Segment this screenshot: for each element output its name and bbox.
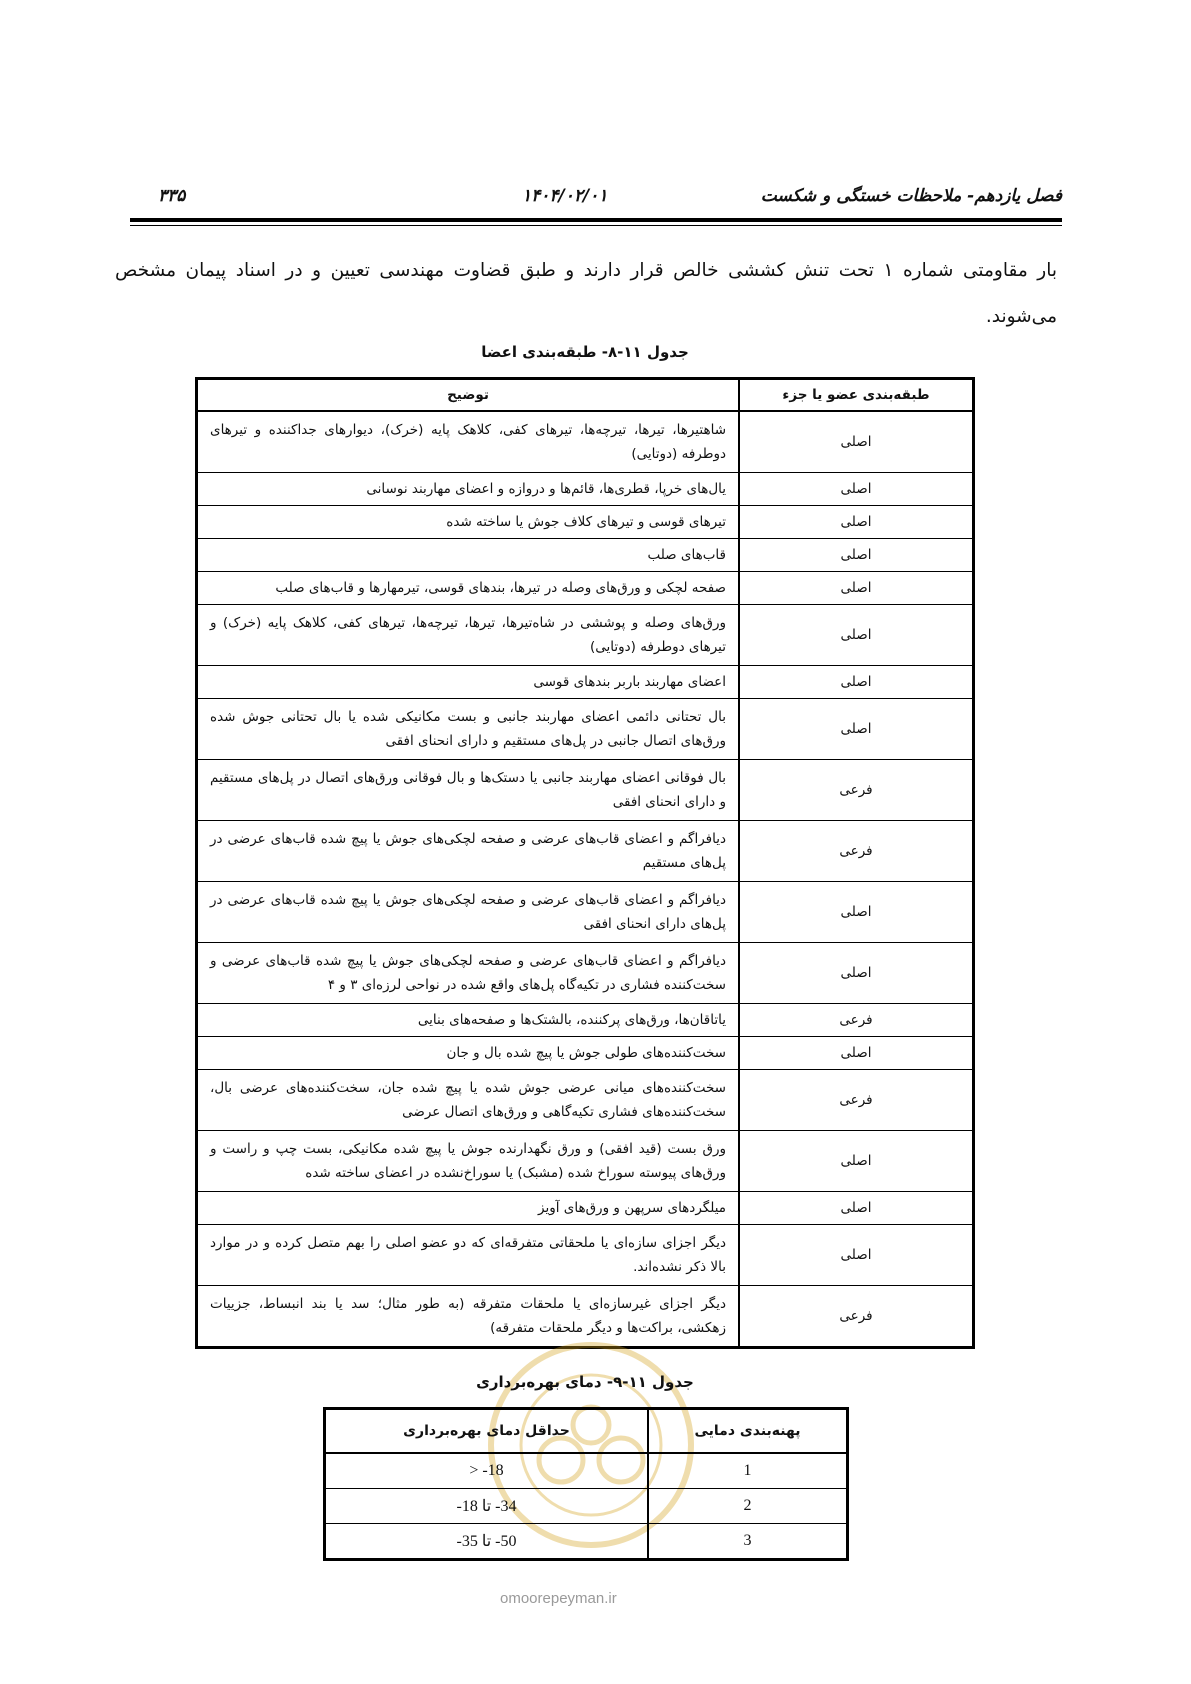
table-row (325, 1524, 848, 1560)
table-row (197, 473, 974, 506)
zone-cell: 1 (648, 1453, 848, 1489)
table-row (197, 572, 974, 605)
classification-cell: فرعی (739, 821, 974, 882)
member-classification-table (195, 377, 975, 1349)
classification-cell: اصلی (739, 506, 974, 539)
description-cell: دیافراگم و اعضای قاب‌های عرضی و صفحه لچکی‌های جوش یا پیچ شده قاب‌های عرضی در پل‌های مستقیم (197, 821, 740, 882)
description-cell: میلگردهای سرپهن و ورق‌های آویز (197, 1192, 740, 1225)
chapter-title: فصل یازدهم- ملاحظات خستگی و شکست (760, 186, 1062, 206)
classification-cell: فرعی (739, 1004, 974, 1037)
classification-cell: فرعی (739, 1070, 974, 1131)
classification-cell: اصلی (739, 1225, 974, 1286)
watermark-url: omoorepeyman.ir (500, 1590, 617, 1607)
table-row (197, 539, 974, 572)
table-row (197, 411, 974, 473)
description-cell: صفحه لچکی و ورق‌های وصله در تیرها، بندهای قوسی، تیرمهارها و قاب‌های صلب (197, 572, 740, 605)
description-cell: بال تحتانی دائمی اعضای مهاربند جانبی و بست مکانیکی شده یا بال تحتانی جوش شده ورق‌های اتصال جانبی در پل‌های مستقیم و دارای انحنای افقی (197, 699, 740, 760)
table-row (197, 1192, 974, 1225)
table-row (197, 666, 974, 699)
table-row (197, 1131, 974, 1192)
table-row (197, 699, 974, 760)
classification-cell: اصلی (739, 666, 974, 699)
description-cell: قاب‌های صلب (197, 539, 740, 572)
table-row (197, 1004, 974, 1037)
page-number: ۳۳۵ (158, 186, 186, 206)
description-cell: سخت‌کننده‌های طولی جوش یا پیچ شده بال و جان (197, 1037, 740, 1070)
table-row (325, 1453, 848, 1489)
description-cell: اعضای مهاربند باربر بندهای قوسی (197, 666, 740, 699)
description-cell: شاهتیرها، تیرها، تیرچه‌ها، تیرهای کفی، کلاهک پایه (خرک)، دیوارهای جداکننده و تیرهای دوطرفه (دوتایی) (197, 411, 740, 473)
temperature-cell: 18- < (325, 1453, 649, 1489)
table-row (197, 1070, 974, 1131)
description-cell: بال فوقانی اعضای مهاربند جانبی یا دستک‌ها و بال فوقانی ورق‌های اتصال در پل‌های مستقیم و دارای انحنای افقی (197, 760, 740, 821)
table-row (197, 760, 974, 821)
classification-cell: اصلی (739, 699, 974, 760)
classification-cell: اصلی (739, 411, 974, 473)
classification-cell: اصلی (739, 572, 974, 605)
operating-temperature-table (323, 1407, 849, 1561)
classification-cell: اصلی (739, 1192, 974, 1225)
table-row (197, 605, 974, 666)
classification-cell: اصلی (739, 539, 974, 572)
temperature-cell: 34- تا 18- (325, 1489, 649, 1524)
zone-cell: 2 (648, 1489, 848, 1524)
classification-cell: اصلی (739, 605, 974, 666)
table2-caption: جدول ۱۱-۹- دمای بهره‌برداری (476, 1373, 694, 1391)
description-cell: ورق بست (قید افقی) و ورق نگهدارنده جوش یا پیچ شده مکانیکی، بست چپ و راست و ورق‌های پیوسته سوراخ شده (مشبک) یا سوراخ‌نشده در اعضای ساخته شده (197, 1131, 740, 1192)
column-header-description: توضیح (197, 379, 740, 412)
classification-cell: فرعی (739, 760, 974, 821)
classification-cell: اصلی (739, 943, 974, 1004)
description-cell: یال‌های خرپا، قطری‌ها، قائم‌ها و دروازه و اعضای مهاربند نوسانی (197, 473, 740, 506)
column-header-min-temperature: حداقل دمای بهره‌برداری (325, 1409, 649, 1454)
description-cell: دیافراگم و اعضای قاب‌های عرضی و صفحه لچکی‌های جوش یا پیچ شده قاب‌های عرضی در پل‌های دارای انحنای افقی (197, 882, 740, 943)
table-header-row (325, 1409, 848, 1454)
description-cell: دیگر اجزای غیرسازه‌ای یا ملحقات متفرقه (به طور مثال؛ سد یا بند انبساط، جزییات زهکشی، براکت‌ها و دیگر ملحقات متفرقه) (197, 1286, 740, 1348)
table-row (197, 882, 974, 943)
column-header-temperature-zone: پهنه‌بندی دمایی (648, 1409, 848, 1454)
zone-cell: 3 (648, 1524, 848, 1560)
column-header-classification: طبقه‌بندی عضو یا جزء (739, 379, 974, 412)
description-cell: دیگر اجزای سازه‌ای یا ملحقاتی متفرقه‌ای که دو عضو اصلی را بهم متصل کرده و در موارد بالا ذکر نشده‌اند. (197, 1225, 740, 1286)
table-row (197, 821, 974, 882)
description-cell: یاتاقان‌ها، ورق‌های پرکننده، بالشتک‌ها و صفحه‌های بنایی (197, 1004, 740, 1037)
table-header-row (197, 379, 974, 412)
body-paragraph: بار مقاومتی شماره ۱ تحت تنش کششی خالص قرار دارند و طبق قضاوت مهندسی تعیین و در اسناد پیمان مشخص می‌شوند. (115, 260, 1057, 327)
temperature-cell: 50- تا 35- (325, 1524, 649, 1560)
table-row (197, 506, 974, 539)
page-header (130, 186, 1062, 216)
classification-cell: اصلی (739, 1131, 974, 1192)
classification-cell: اصلی (739, 1037, 974, 1070)
classification-cell: اصلی (739, 473, 974, 506)
description-cell: سخت‌کننده‌های میانی عرضی جوش شده یا پیچ شده جان، سخت‌کننده‌های عرضی بال، سخت‌کننده‌های فشاری تکیه‌گاهی و ورق‌های اتصال عرضی (197, 1070, 740, 1131)
table-row (197, 943, 974, 1004)
classification-cell: فرعی (739, 1286, 974, 1348)
header-date: ۱۴۰۴/۰۲/۰۱ (522, 186, 608, 206)
table-row (197, 1037, 974, 1070)
header-rule-thick (130, 218, 1062, 222)
description-cell: تیرهای قوسی و تیرهای کلاف جوش یا ساخته شده (197, 506, 740, 539)
description-cell: ورق‌های وصله و پوششی در شاه‌تیرها، تیرها، تیرچه‌ها، تیرهای کفی، کلاهک پایه (خرک) و تیرهای دوطرفه (دوتایی) (197, 605, 740, 666)
table-row (197, 1225, 974, 1286)
table1-caption: جدول ۱۱-۸- طبقه‌بندی اعضا (481, 343, 689, 361)
classification-cell: اصلی (739, 882, 974, 943)
description-cell: دیافراگم و اعضای قاب‌های عرضی و صفحه لچکی‌های جوش یا پیچ شده قاب‌های عرضی و سخت‌کننده فشاری در تکیه‌گاه پل‌های واقع شده در نواحی لرزه‌ای ۳ و ۴ (197, 943, 740, 1004)
header-rule-thin (130, 225, 1062, 226)
table-row (325, 1489, 848, 1524)
